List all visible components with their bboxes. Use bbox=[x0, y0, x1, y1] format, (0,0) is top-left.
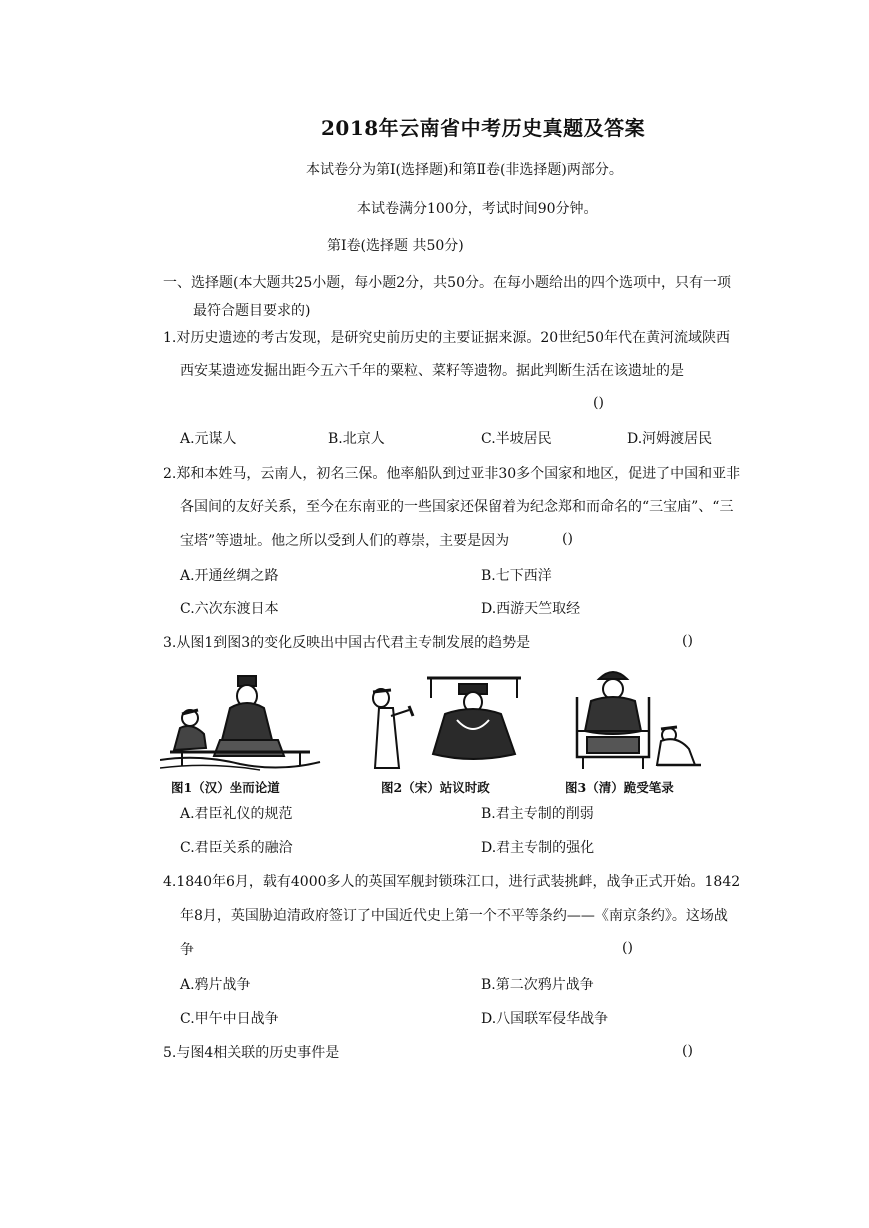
question-2-option-d: D.西游天竺取经 bbox=[481, 601, 581, 617]
question-1-option-b: B.北京人 bbox=[328, 431, 385, 447]
question-3-option-d: D.君主专制的强化 bbox=[481, 840, 595, 856]
question-4-option-a: A.鸦片战争 bbox=[180, 977, 251, 993]
question-2-line-1: 2.郑和本姓马，云南人，初名三保。他率船队到过亚非30多个国家和地区，促进了中国和亚非 bbox=[163, 466, 741, 482]
intro-line-1: 本试卷分为第Ⅰ(选择题)和第Ⅱ卷(非选择题)两部分。 bbox=[306, 162, 623, 178]
figure-3-caption: 图3（清）跪受笔录 bbox=[565, 780, 674, 795]
part-heading: 第Ⅰ卷(选择题 共50分) bbox=[327, 238, 464, 254]
question-4-line-1: 4.1840年6月，载有4000多人的英国军舰封锁珠江口，进行武装挑衅，战争正式开始。1842 bbox=[163, 874, 741, 890]
question-1-option-d: D.河姆渡居民 bbox=[627, 431, 713, 447]
figure-2-song-standing-illustration bbox=[365, 668, 525, 776]
question-3-option-c: C.君臣关系的融洽 bbox=[180, 840, 293, 856]
question-2-answer-paren: () bbox=[562, 531, 573, 547]
question-4-option-c: C.甲午中日战争 bbox=[180, 1011, 279, 1027]
section-instruction-line-1: 一、选择题(本大题共25小题，每小题2分，共50分。在每小题给出的四个选项中，只有一项 bbox=[163, 275, 731, 291]
question-3-option-a: A.君臣礼仪的规范 bbox=[180, 806, 293, 822]
question-4-line-3: 争 bbox=[180, 942, 194, 958]
question-2-line-3: 宝塔”等遗址。他之所以受到人们的尊崇，主要是因为 bbox=[180, 533, 510, 549]
question-1-option-a: A.元谋人 bbox=[180, 431, 237, 447]
figure-1-caption: 图1（汉）坐而论道 bbox=[171, 780, 280, 795]
question-4-option-b: B.第二次鸦片战争 bbox=[481, 977, 594, 993]
figure-2-caption: 图2（宋）站议时政 bbox=[381, 780, 490, 795]
figure-3-qing-kneeling-illustration bbox=[565, 665, 705, 775]
question-2-option-a: A.开通丝绸之路 bbox=[180, 568, 279, 584]
question-5-answer-paren: () bbox=[682, 1043, 693, 1059]
question-5-line-1: 5.与图4相关联的历史事件是 bbox=[163, 1045, 340, 1061]
question-1-line-2: 西安某遗迹发掘出距今五六千年的粟粒、菜籽等遗物。据此判断生活在该遗址的是 bbox=[180, 363, 684, 379]
question-3-option-b: B.君主专制的削弱 bbox=[481, 806, 594, 822]
question-1-line-1: 1.对历史遗迹的考古发现，是研究史前历史的主要证据来源。20世纪50年代在黄河流域陕西 bbox=[163, 330, 730, 346]
question-4-answer-paren: () bbox=[622, 940, 633, 956]
question-2-option-b: B.七下西洋 bbox=[481, 568, 552, 584]
question-2-option-c: C.六次东渡日本 bbox=[180, 601, 279, 617]
question-3-answer-paren: () bbox=[682, 633, 693, 649]
section-instruction-line-2: 最符合题目要求的) bbox=[193, 303, 311, 319]
question-4-option-d: D.八国联军侵华战争 bbox=[481, 1011, 609, 1027]
question-3-line-1: 3.从图1到图3的变化反映出中国古代君主专制发展的趋势是 bbox=[163, 635, 531, 651]
figure-1-han-seated-illustration bbox=[160, 668, 325, 776]
intro-line-2: 本试卷满分100分，考试时间90分钟。 bbox=[357, 201, 598, 217]
question-1-option-c: C.半坡居民 bbox=[481, 431, 552, 447]
question-1-answer-paren: () bbox=[593, 395, 604, 411]
question-4-line-2: 年8月，英国胁迫清政府签订了中国近代史上第一个不平等条约——《南京条约》。这场战 bbox=[180, 908, 728, 924]
question-2-line-2: 各国间的友好关系，至今在东南亚的一些国家还保留着为纪念郑和而命名的“三宝庙”、“三 bbox=[180, 499, 734, 515]
document-title: 2018年云南省中考历史真题及答案 bbox=[321, 116, 646, 140]
